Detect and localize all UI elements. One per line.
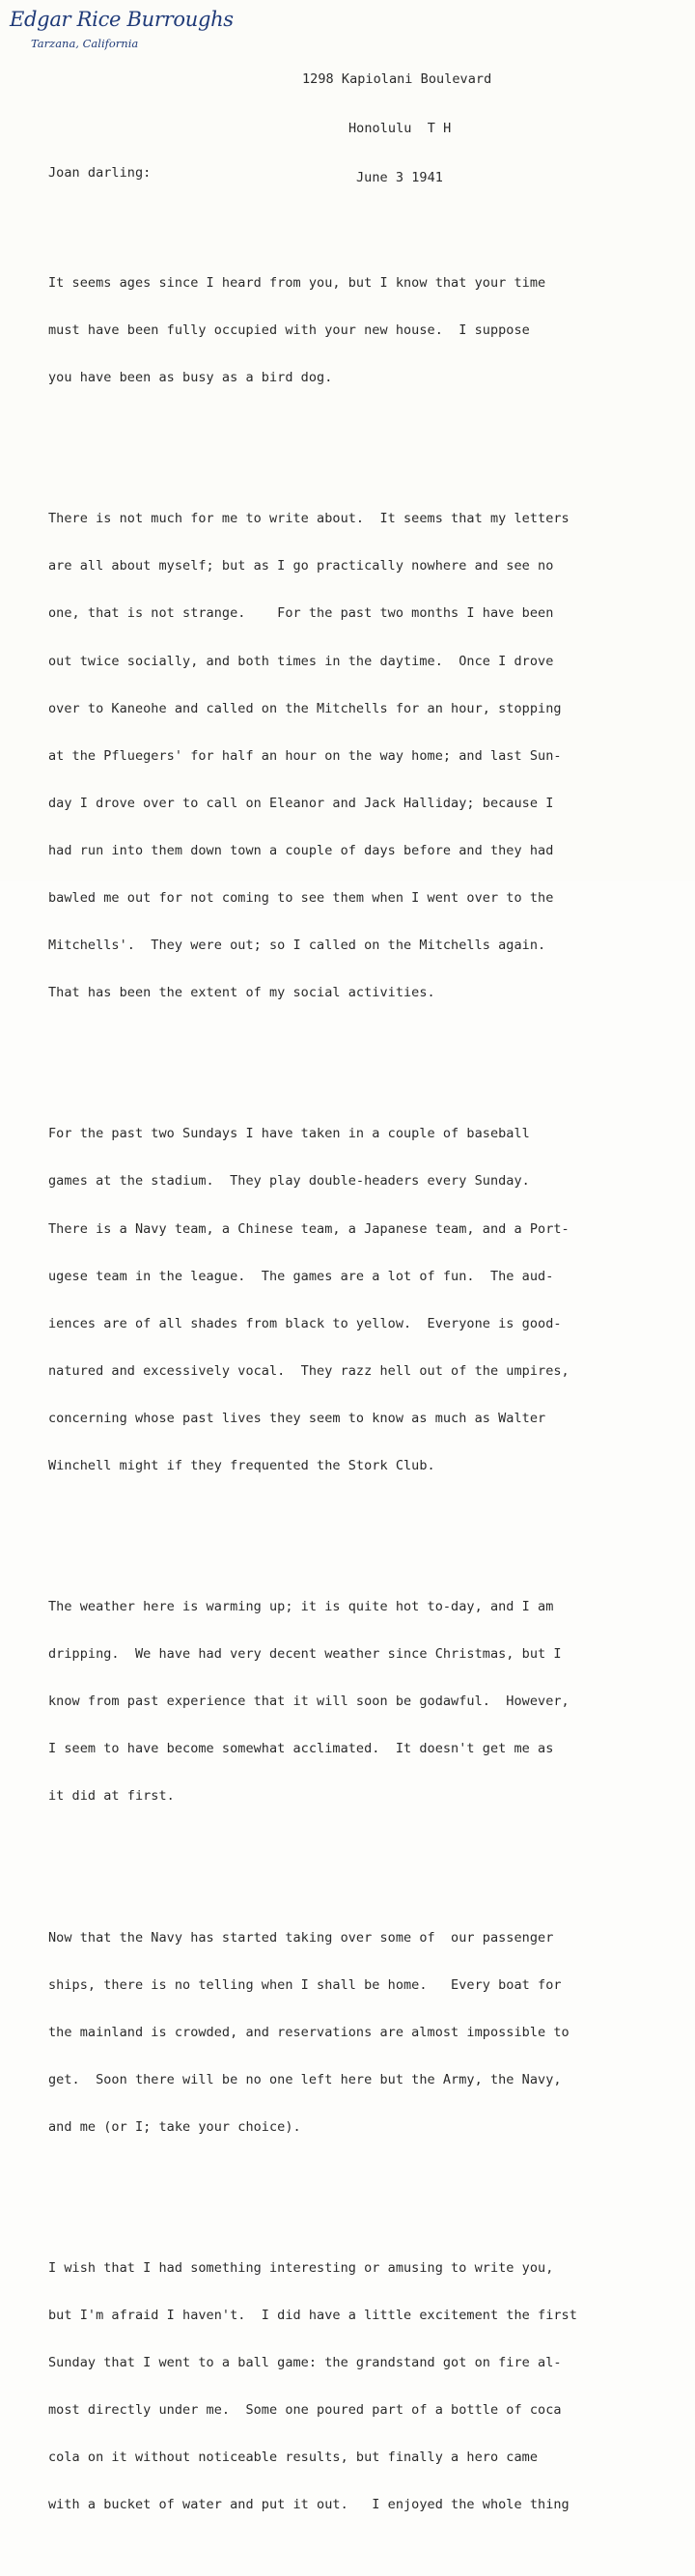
- text-line: most directly under me. Some one poured part of a bottle of coca: [48, 2402, 562, 2419]
- text-line: games at the stadium. They play double-headers every Sunday.: [48, 1173, 530, 1190]
- text-line: over to Kaneohe and called on the Mitchells for an hour, stopping: [48, 700, 562, 716]
- address-city: Honolulu T H: [348, 121, 452, 136]
- text-line: dripping. We have had very decent weather since Christmas, but I: [48, 1646, 562, 1663]
- paragraph: [48, 1568, 690, 1835]
- text-line: natured and excessively vocal. They razz hell out of the umpires,: [48, 1362, 570, 1379]
- text-line: it did at first.: [48, 1788, 175, 1805]
- text-line: I wish that I had something interesting or amusing to write you,: [48, 2260, 554, 2276]
- text-line: iences are of all shades from black to yellow. Everyone is good-: [48, 1315, 562, 1331]
- text-line: and me (or I; take your choice).: [48, 2118, 301, 2135]
- text-line: out twice socially, and both times in the daytime. Once I drove: [48, 653, 554, 669]
- paragraph: [48, 480, 690, 1032]
- text-line: had run into them down town a couple of days before and they had: [48, 842, 554, 858]
- paragraph: [48, 1899, 690, 2167]
- address-street: 1298 Kapiolani Boulevard: [302, 71, 492, 87]
- text-line: The weather here is warming up; it is quite hot to-day, and I am: [48, 1599, 554, 1615]
- text-line: must have been fully occupied with your new house. I suppose: [48, 322, 530, 339]
- text-line: but I'm afraid I haven't. I did have a little excitement the first: [48, 2308, 577, 2324]
- text-line: are all about myself; but as I go practically nowhere and see no: [48, 558, 554, 574]
- text-line: concerning whose past lives they seem to know as much as Walter: [48, 1410, 546, 1426]
- paragraph: [48, 244, 690, 417]
- text-line: There is a Navy team, a Chinese team, a Japanese team, and a Port-: [48, 1220, 570, 1237]
- text-line: the mainland is crowded, and reservations are almost impossible to: [48, 2024, 570, 2040]
- letterhead-name: Edgar Rice Burroughs: [10, 8, 234, 31]
- text-line: with a bucket of water and put it out. I enjoyed the whole thing: [48, 2497, 570, 2513]
- text-line: day I drove over to call on Eleanor and Jack Halliday; because I: [48, 795, 554, 811]
- text-line: Mitchells'. They were out; so I called on the Mitchells again.: [48, 938, 546, 954]
- text-line: Now that the Navy has started taking over some of our passenger: [48, 1929, 554, 1946]
- letter-date: June 3 1941: [356, 170, 443, 185]
- letterhead: [10, 8, 234, 50]
- text-line: get. Soon there will be no one left here but the Army, the Navy,: [48, 2071, 562, 2087]
- text-line: bawled me out for not coming to see them when I went over to the: [48, 890, 554, 907]
- text-line: That has been the extent of my social activities.: [48, 985, 435, 1001]
- text-line: at the Pfluegers' for half an hour on the way home; and last Sun-: [48, 747, 562, 764]
- text-line: For the past two Sundays I have taken in a couple of baseball: [48, 1126, 530, 1142]
- text-line: cola on it without noticeable results, but finally a hero came: [48, 2450, 539, 2466]
- paragraph: [48, 2229, 690, 2545]
- paragraph: [48, 1095, 690, 1505]
- text-line: you have been as busy as a bird dog.: [48, 370, 333, 386]
- salutation: Joan darling:: [48, 165, 152, 181]
- text-line: Winchell might if they frequented the Stork Club.: [48, 1457, 435, 1473]
- text-line: It seems ages since I heard from you, but I know that your time: [48, 275, 546, 291]
- text-line: I seem to have become somewhat acclimated. It doesn't get me as: [48, 1741, 554, 1757]
- text-line: Sunday that I went to a ball game: the grandstand got on fire al-: [48, 2355, 562, 2371]
- letter-body: [48, 134, 690, 2576]
- letterhead-place: Tarzana, California: [31, 37, 139, 50]
- text-line: ugese team in the league. The games are a lot of fun. The aud-: [48, 1268, 554, 1284]
- text-line: ships, there is no telling when I shall be home. Every boat for: [48, 1976, 562, 1993]
- text-line: one, that is not strange. For the past two months I have been: [48, 605, 554, 622]
- text-line: know from past experience that it will soon be godawful. However,: [48, 1694, 570, 1710]
- text-line: There is not much for me to write about. It seems that my letters: [48, 511, 570, 527]
